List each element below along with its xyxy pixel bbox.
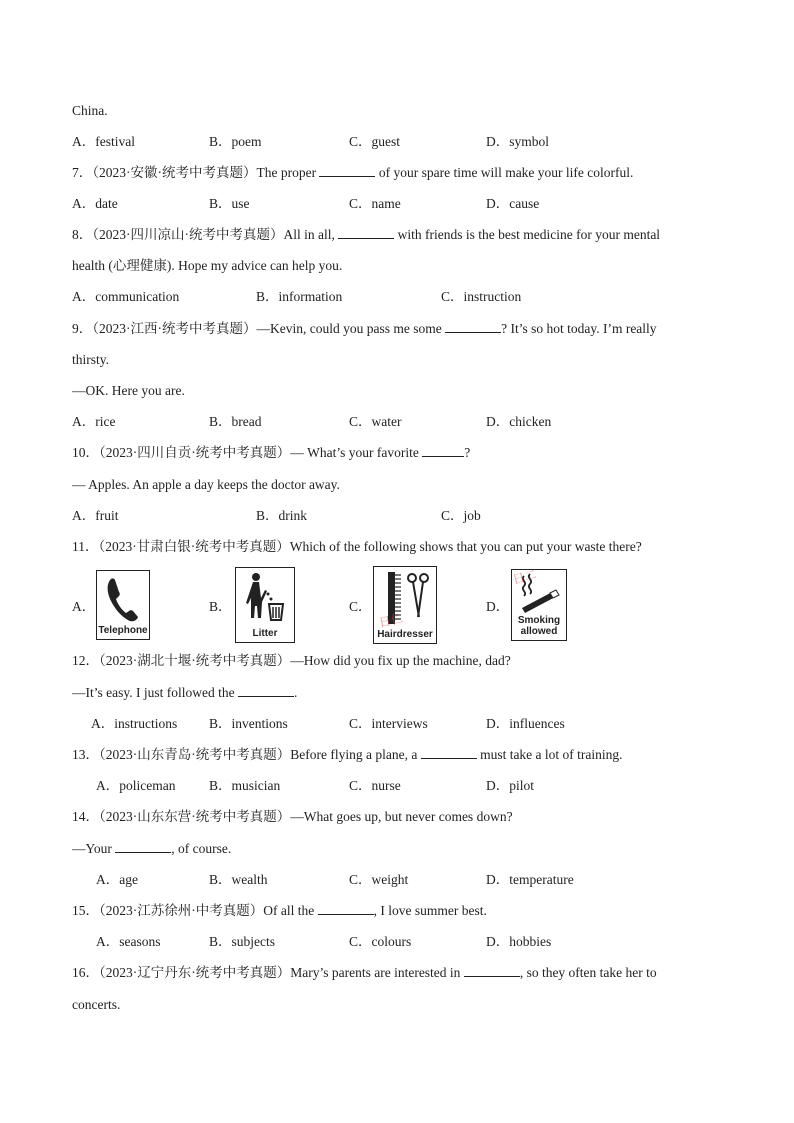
option-a: A．instructions [91,716,178,731]
option-c-letter: C． [349,599,372,614]
question-14-stem: 14．（2023·山东东营·统考中考真题）—What goes up, but never comes down? [72,809,513,824]
option-a: A．fruit [72,508,119,523]
option-a: A．communication [72,289,180,304]
option-d: D．cause [486,196,540,211]
question-16-stem-line2: concerts. [72,997,121,1012]
question-11-sign-options [0,565,794,645]
question-13-stem: 13．（2023·山东青岛·统考中考真题）Before flying a plane, a must take a lot of training. [72,747,623,762]
option-b: B．bread [209,414,262,429]
sign-label: Smoking allowed [517,615,561,637]
option-b: B．subjects [209,934,275,949]
option-a: A．festival [72,134,135,149]
svg-text:日仁: 日仁 [377,611,405,629]
option-d: D．chicken [486,414,552,429]
option-b-letter: B． [209,599,232,614]
question-9-stem-line3: —OK. Here you are. [72,383,185,398]
option-a: A．seasons [96,934,161,949]
answer-blank [338,226,394,239]
option-b: B．use [209,196,250,211]
option-c: C．weight [349,872,409,887]
question-14-stem-line2: —Your , of course. [72,841,232,856]
answer-blank [421,746,477,759]
option-b: B．musician [209,778,281,793]
option-d: D．symbol [486,134,550,149]
question-12-stem-line2: —It’s easy. I just followed the . [72,685,298,700]
option-a: A．rice [72,414,116,429]
answer-blank [464,964,520,977]
question-16-stem: 16．（2023·辽宁丹东·统考中考真题）Mary’s parents are interested in , so they often take her to [72,965,657,980]
option-c: C．instruction [441,289,522,304]
question-8-stem-line2: health (心理健康). Hope my advice can help you. [72,258,343,273]
hairdresser-sign [373,566,437,644]
question-8-stem: 8．（2023·四川凉山·统考中考真题）All in all, with friends is the best medicine for your mental [72,227,661,242]
question-10-stem-line2: — Apples. An apple a day keeps the doctor away. [72,477,340,492]
answer-blank [445,320,501,333]
option-a: A．date [72,196,118,211]
option-c: C．nurse [349,778,401,793]
question-6-stem-end: China. [72,103,108,118]
option-d-letter: D． [486,599,510,614]
option-b: B．inventions [209,716,288,731]
answer-blank [318,902,374,915]
option-d: D．influences [486,716,565,731]
comb-scissors-icon [374,567,435,629]
option-a: A．age [96,872,138,887]
option-c: C．water [349,414,402,429]
option-d: D．hobbies [486,934,552,949]
answer-blank [422,444,464,457]
question-9-stem-line2: thirsty. [72,352,109,367]
telephone-sign [96,570,150,640]
option-c: C．guest [349,134,401,149]
question-12-stem: 12．（2023·湖北十堰·统考中考真题）—How did you fix up the machine, dad? [72,653,511,668]
question-15-stem: 15．（2023·江苏徐州·中考真题）Of all the , I love summer best. [72,903,487,918]
answer-blank [319,164,375,177]
option-a-letter: A． [72,599,96,614]
option-c: C．interviews [349,716,428,731]
question-11-stem: 11．（2023·甘肃白银·统考中考真题）Which of the following shows that you can put your waste there? [72,539,642,554]
option-b: B．drink [256,508,308,523]
litter-sign [235,567,295,643]
sign-label: Telephone [98,625,148,636]
sign-label: Litter [252,628,278,639]
svg-text:日二: 日二 [512,570,538,587]
question-9-stem: 9．（2023·江西·统考中考真题）—Kevin, could you pass me some ? It’s so hot today. I’m really [72,321,657,336]
question-7-stem: 7．（2023·安徽·统考中考真题）The proper of your spare time will make your life colorful. [72,165,634,180]
option-b: B．poem [209,134,262,149]
option-d: D．pilot [486,778,535,793]
smoking-allowed-sign [511,569,567,641]
option-b: B．wealth [209,872,268,887]
telephone-icon [97,571,148,627]
cigarette-icon [512,570,565,614]
litter-bin-icon [236,568,293,628]
sign-label: Hairdresser [377,629,433,640]
option-c: C．job [441,508,481,523]
option-c: C．colours [349,934,412,949]
option-b: B．information [256,289,343,304]
option-c: C．name [349,196,401,211]
question-10-stem: 10．（2023·四川自贡·统考中考真题）— What’s your favorite ? [72,445,471,460]
option-a: A．policeman [96,778,176,793]
answer-blank [115,840,171,853]
answer-blank [238,684,294,697]
option-d: D．temperature [486,872,574,887]
